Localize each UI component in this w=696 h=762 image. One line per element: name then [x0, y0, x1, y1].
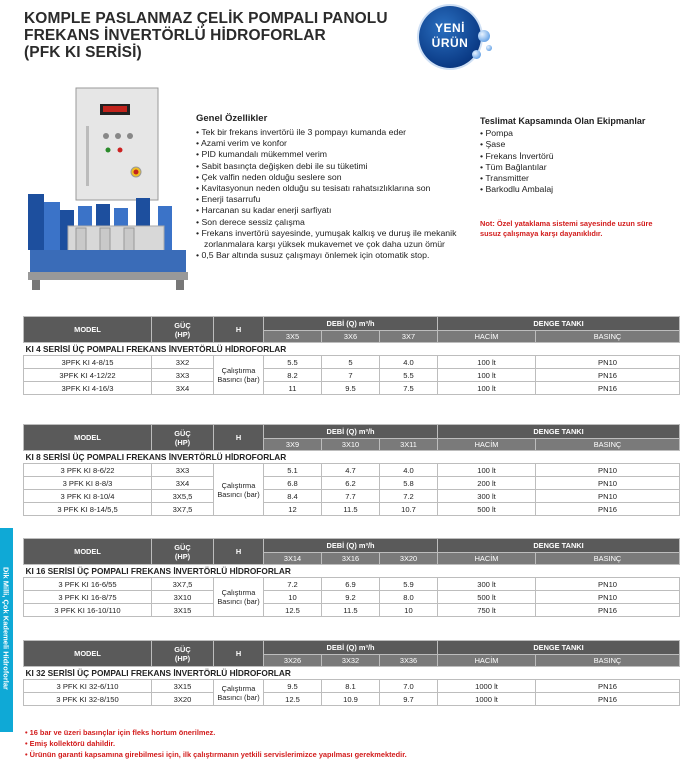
pressure-header: BASINÇ — [536, 655, 680, 667]
series-title: KI 8 SERİSİ ÜÇ POMPALI FREKANS İNVERTÖRLÜ HİDROFORLAR — [24, 451, 680, 464]
power-cell: 3X3 — [152, 369, 214, 382]
model-cell: 3 PFK KI 16-10/110 — [24, 604, 152, 617]
power-unit-label: (HP) — [174, 329, 191, 339]
volume-cell: 500 lt — [438, 503, 536, 516]
spec-table — [23, 640, 680, 706]
flow-cell: 7.2 — [380, 490, 438, 503]
h-header: H — [214, 425, 264, 451]
volume-cell: 300 lt — [438, 490, 536, 503]
flow-cell: 4.0 — [380, 356, 438, 369]
pressure-header: BASINÇ — [536, 439, 680, 451]
volume-cell: 500 lt — [438, 591, 536, 604]
power-cell: 3X15 — [152, 680, 214, 693]
flow-cell: 9.2 — [322, 591, 380, 604]
features-list — [196, 127, 486, 261]
feature-item: • 0,5 Bar altında susuz çalışmayı önlemek için otomatik stop. — [196, 250, 486, 261]
delivery-list — [480, 128, 554, 196]
power-cell: 3X7,5 — [152, 503, 214, 516]
delivery-title: Teslimat Kapsamında Olan Ekipmanlar — [480, 116, 646, 126]
pressure-cell: PN16 — [536, 604, 680, 617]
volume-cell: 1000 lt — [438, 680, 536, 693]
flow-cell: 8.4 — [264, 490, 322, 503]
flow-cell: 6.9 — [322, 578, 380, 591]
feature-item: • Sabit basınçta değişken debi ile su tüketimi — [196, 161, 486, 172]
flow-cell: 8.2 — [264, 369, 322, 382]
feature-item: • Frekans invertörü sayesinde, yumuşak kalkış ve duruş ile mekanik zorlanmalara karşı yüksek mukavemet ve çok daha uzun ömür — [196, 228, 486, 250]
flow-cell: 6.2 — [322, 477, 380, 490]
feature-item: • Tek bir frekans invertörü ile 3 pompayı kumanda eder — [196, 127, 486, 138]
volume-header: HACİM — [438, 655, 536, 667]
flow-column-header: 3X7 — [380, 331, 438, 343]
power-unit-label: (HP) — [174, 653, 191, 663]
delivery-note: Not: Özel yataklama sistemi sayesinde uzun süre susuz çalışmaya karşı dayanıklıdır. — [480, 219, 653, 238]
flow-cell: 9.7 — [380, 693, 438, 706]
feature-item: • Harcanan su kadar enerji sarfiyatı — [196, 205, 486, 216]
flow-cell: 10 — [264, 591, 322, 604]
flow-cell: 4.7 — [322, 464, 380, 477]
pressure-header: BASINÇ — [536, 331, 680, 343]
model-cell: 3PFK KI 4-16/3 — [24, 382, 152, 395]
pressure-header: BASINÇ — [536, 553, 680, 565]
power-unit-label: (HP) — [174, 437, 191, 447]
volume-cell: 750 lt — [438, 604, 536, 617]
volume-cell: 100 lt — [438, 356, 536, 369]
calc-pressure-cell: Çalıştırma Basıncı (bar) — [214, 464, 264, 516]
flow-cell: 12 — [264, 503, 322, 516]
table-row — [24, 604, 680, 617]
delivery-item: • Transmitter — [480, 173, 554, 184]
flow-header: DEBİ (Q) m³/h — [264, 641, 438, 655]
flow-cell: 10 — [380, 604, 438, 617]
model-cell: 3 PFK KI 8-8/3 — [24, 477, 152, 490]
footer-notes — [25, 727, 407, 761]
table-row — [24, 477, 680, 490]
power-header-label: GÜÇ — [174, 428, 191, 438]
flow-column-header: 3X14 — [264, 553, 322, 565]
delivery-item: • Tüm Bağlantılar — [480, 162, 554, 173]
h-header: H — [214, 317, 264, 343]
flow-column-header: 3X6 — [322, 331, 380, 343]
volume-cell: 100 lt — [438, 464, 536, 477]
flow-cell: 10.9 — [322, 693, 380, 706]
table-row — [24, 382, 680, 395]
flow-column-header: 3X11 — [380, 439, 438, 451]
volume-header: HACİM — [438, 331, 536, 343]
flow-cell: 11.5 — [322, 604, 380, 617]
flow-cell: 8.1 — [322, 680, 380, 693]
power-header-label: GÜÇ — [174, 542, 191, 552]
side-category-label: Dik Milli, Çok Kademeli Hidroforlar — [1, 567, 11, 690]
flow-header: DEBİ (Q) m³/h — [264, 539, 438, 553]
flow-column-header: 3X9 — [264, 439, 322, 451]
flow-cell: 11.5 — [322, 503, 380, 516]
hydrophore-product-image — [28, 86, 188, 296]
features-title: Genel Özellikler — [196, 113, 268, 124]
pressure-cell: PN16 — [536, 503, 680, 516]
flow-cell: 6.8 — [264, 477, 322, 490]
flow-cell: 7.0 — [380, 680, 438, 693]
power-header-label: GÜÇ — [174, 644, 191, 654]
pressure-cell: PN10 — [536, 477, 680, 490]
new-product-badge — [419, 6, 481, 68]
spec-table — [23, 424, 680, 516]
spec-table — [23, 538, 680, 617]
flow-cell: 5.8 — [380, 477, 438, 490]
flow-cell: 5.5 — [264, 356, 322, 369]
series-title: KI 16 SERİSİ ÜÇ POMPALI FREKANS İNVERTÖRLÜ HİDROFORLAR — [24, 565, 680, 578]
volume-header: HACİM — [438, 439, 536, 451]
volume-cell: 300 lt — [438, 578, 536, 591]
flow-cell: 7.2 — [264, 578, 322, 591]
flow-column-header: 3X32 — [322, 655, 380, 667]
power-header — [152, 425, 214, 451]
model-cell: 3 PFK KI 16-6/55 — [24, 578, 152, 591]
flow-cell: 7.5 — [380, 382, 438, 395]
tank-header: DENGE TANKI — [438, 425, 680, 439]
flow-cell: 5.9 — [380, 578, 438, 591]
h-header: H — [214, 539, 264, 565]
flow-cell: 5 — [322, 356, 380, 369]
table-row — [24, 356, 680, 369]
feature-item: • PID kumandalı mükemmel verim — [196, 149, 486, 160]
flow-header: DEBİ (Q) m³/h — [264, 317, 438, 331]
flow-cell: 11 — [264, 382, 322, 395]
flow-column-header: 3X26 — [264, 655, 322, 667]
page-title — [24, 10, 404, 61]
power-header-label: GÜÇ — [174, 320, 191, 330]
delivery-item: • Barkodlu Ambalaj — [480, 184, 554, 195]
bubble-decoration — [472, 50, 481, 59]
table-row — [24, 490, 680, 503]
tank-header: DENGE TANKI — [438, 317, 680, 331]
model-cell: 3PFK KI 4-12/22 — [24, 369, 152, 382]
model-cell: 3 PFK KI 8-10/4 — [24, 490, 152, 503]
title-line-3: (PFK KI SERİSİ) — [24, 44, 142, 61]
model-cell: 3PFK KI 4-8/15 — [24, 356, 152, 369]
volume-cell: 100 lt — [438, 382, 536, 395]
series-title: KI 4 SERİSİ ÜÇ POMPALI FREKANS İNVERTÖRLÜ HİDROFORLAR — [24, 343, 680, 356]
volume-cell: 100 lt — [438, 369, 536, 382]
power-cell: 3X10 — [152, 591, 214, 604]
feature-item: • Çek valfin neden olduğu seslere son — [196, 172, 486, 183]
flow-header: DEBİ (Q) m³/h — [264, 425, 438, 439]
badge-line-2: ÜRÜN — [431, 36, 469, 50]
table-row — [24, 680, 680, 693]
power-cell: 3X4 — [152, 477, 214, 490]
table-row — [24, 464, 680, 477]
model-header: MODEL — [24, 317, 152, 343]
volume-cell: 1000 lt — [438, 693, 536, 706]
flow-cell: 10.7 — [380, 503, 438, 516]
h-header: H — [214, 641, 264, 667]
model-header: MODEL — [24, 641, 152, 667]
calc-pressure-cell: Çalıştırma Basıncı (bar) — [214, 356, 264, 395]
table-row — [24, 693, 680, 706]
pressure-cell: PN16 — [536, 693, 680, 706]
pressure-cell: PN16 — [536, 369, 680, 382]
bubble-decoration — [486, 45, 492, 51]
series-title: KI 32 SERİSİ ÜÇ POMPALI FREKANS İNVERTÖRLÜ HİDROFORLAR — [24, 667, 680, 680]
flow-cell: 9.5 — [264, 680, 322, 693]
flow-cell: 5.5 — [380, 369, 438, 382]
pressure-cell: PN10 — [536, 464, 680, 477]
model-cell: 3 PFK KI 16-8/75 — [24, 591, 152, 604]
calc-pressure-cell: Çalıştırma Basıncı (bar) — [214, 578, 264, 617]
pressure-cell: PN16 — [536, 680, 680, 693]
footer-note: • Ürünün garanti kapsamına girebilmesi için, ilk çalıştırmanın yetkili servislerimizce yapılması gerekmektedir. — [25, 749, 407, 760]
pressure-cell: PN10 — [536, 591, 680, 604]
table-row — [24, 503, 680, 516]
flow-cell: 9.5 — [322, 382, 380, 395]
power-unit-label: (HP) — [174, 551, 191, 561]
volume-cell: 200 lt — [438, 477, 536, 490]
table-row — [24, 591, 680, 604]
footer-note: • Emiş kollektörü dahildir. — [25, 738, 407, 749]
flow-cell: 4.0 — [380, 464, 438, 477]
footer-note: • 16 bar ve üzeri basınçlar için fleks hortum önerilmez. — [25, 727, 407, 738]
feature-item: • Azami verim ve konfor — [196, 138, 486, 149]
table-row — [24, 369, 680, 382]
spec-table — [23, 316, 680, 395]
feature-item: • Kavitasyonun neden olduğu su tesisatı rahatsızlıklarına son — [196, 183, 486, 194]
table-row — [24, 578, 680, 591]
power-cell: 3X4 — [152, 382, 214, 395]
power-cell: 3X20 — [152, 693, 214, 706]
pressure-cell: PN10 — [536, 490, 680, 503]
tank-header: DENGE TANKI — [438, 641, 680, 655]
flow-cell: 5.1 — [264, 464, 322, 477]
power-cell: 3X5,5 — [152, 490, 214, 503]
power-header — [152, 539, 214, 565]
side-category-tab — [0, 528, 13, 732]
flow-column-header: 3X36 — [380, 655, 438, 667]
flow-column-header: 3X20 — [380, 553, 438, 565]
delivery-item: • Frekans İnvertörü — [480, 151, 554, 162]
model-header: MODEL — [24, 425, 152, 451]
flow-column-header: 3X16 — [322, 553, 380, 565]
model-cell: 3 PFK KI 32-8/150 — [24, 693, 152, 706]
title-line-1: KOMPLE PASLANMAZ ÇELİK POMPALI PANOLU — [24, 10, 388, 27]
feature-item: • Enerji tasarrufu — [196, 194, 486, 205]
pressure-cell: PN10 — [536, 578, 680, 591]
power-cell: 3X2 — [152, 356, 214, 369]
flow-cell: 7.7 — [322, 490, 380, 503]
flow-cell: 8.0 — [380, 591, 438, 604]
power-cell: 3X7,5 — [152, 578, 214, 591]
bubble-decoration — [478, 30, 490, 42]
badge-line-1: YENİ — [434, 21, 465, 35]
model-cell: 3 PFK KI 8-14/5,5 — [24, 503, 152, 516]
volume-header: HACİM — [438, 553, 536, 565]
model-cell: 3 PFK KI 32-6/110 — [24, 680, 152, 693]
model-header: MODEL — [24, 539, 152, 565]
pressure-cell: PN16 — [536, 382, 680, 395]
tank-header: DENGE TANKI — [438, 539, 680, 553]
pressure-cell: PN10 — [536, 356, 680, 369]
delivery-item: • Şase — [480, 139, 554, 150]
power-header — [152, 641, 214, 667]
flow-cell: 7 — [322, 369, 380, 382]
power-cell: 3X15 — [152, 604, 214, 617]
flow-column-header: 3X10 — [322, 439, 380, 451]
model-cell: 3 PFK KI 8-6/22 — [24, 464, 152, 477]
flow-column-header: 3X5 — [264, 331, 322, 343]
feature-item: • Son derece sessiz çalışma — [196, 217, 486, 228]
title-line-2: FREKANS İNVERTÖRLÜ HİDROFORLAR — [24, 27, 326, 44]
calc-pressure-cell: Çalıştırma Basıncı (bar) — [214, 680, 264, 706]
power-header — [152, 317, 214, 343]
flow-cell: 12.5 — [264, 693, 322, 706]
power-cell: 3X3 — [152, 464, 214, 477]
flow-cell: 12.5 — [264, 604, 322, 617]
delivery-item: • Pompa — [480, 128, 554, 139]
